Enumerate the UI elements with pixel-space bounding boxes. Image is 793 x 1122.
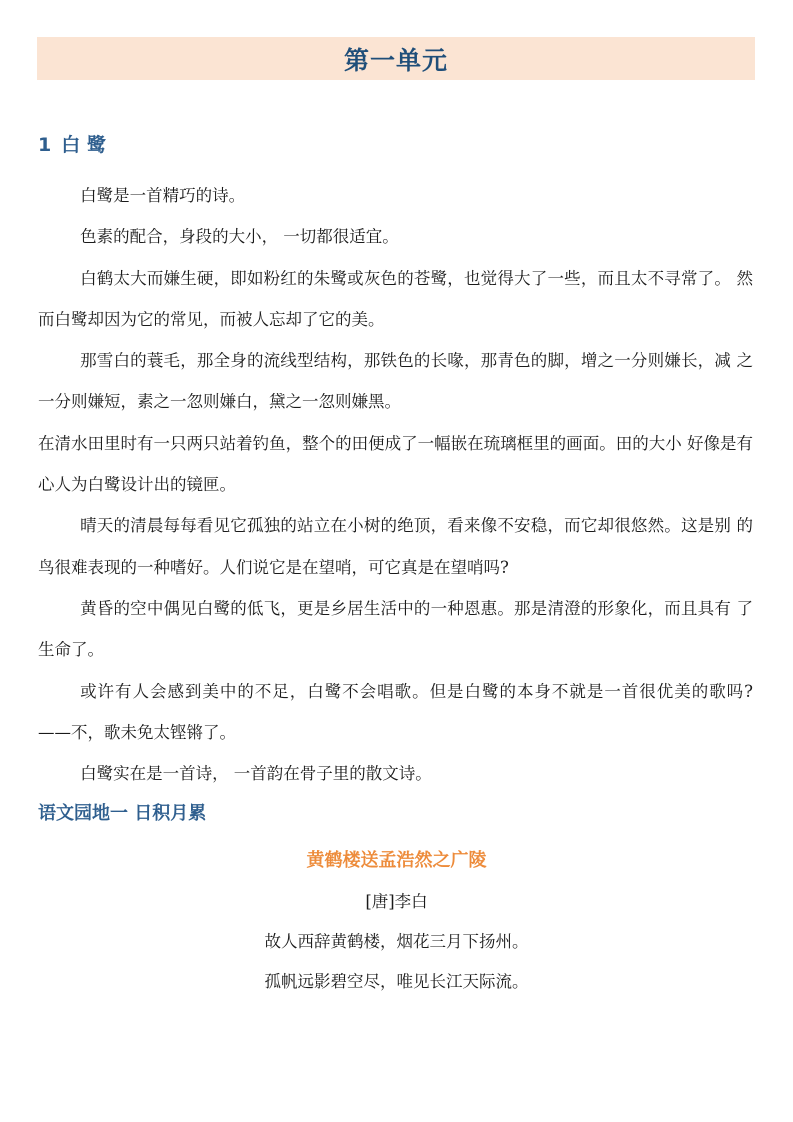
poem-title: 黄鹤楼送孟浩然之广陵 <box>306 850 487 871</box>
unit-banner <box>37 37 755 80</box>
passage-paragraph: 那雪白的蓑毛，那全身的流线型结构，那铁色的长喙，那青色的脚，增之一分则嫌长，减 之一分则嫌短，素之一忽则嫌白，黛之一忽则嫌黑。 <box>38 351 753 412</box>
lesson-heading <box>38 131 106 159</box>
passage-paragraph: 白鹭实在是一首诗， 一首韵在骨子里的散文诗。 <box>80 764 432 784</box>
passage-paragraph: 或许有人会感到美中的不足，白鹭不会唱歌。但是白鹭的本身不就是一首很优美的歌吗? ——不，歌未免太铿锵了。 <box>38 681 753 742</box>
passage-paragraph: 晴天的清晨每每看见它孤独的站立在小树的绝顶，看来像不安稳，而它却很悠然。这是别 的鸟很难表现的一种嗜好。人们说它是在望哨，可它真是在望哨吗? <box>38 516 753 577</box>
poem-block <box>0 845 793 998</box>
lesson-title: 白 鹭 <box>61 134 106 156</box>
lesson-passage <box>38 175 753 794</box>
section-heading: 语文园地一 日积月累 <box>38 803 207 824</box>
poem-author: [唐]李白 <box>365 892 428 911</box>
passage-paragraph: 黄昏的空中偶见白鹭的低飞，更是乡居生活中的一种恩惠。那是清澄的形象化，而且具有 了生命了。 <box>38 598 753 660</box>
lesson-number: 1 <box>38 134 52 156</box>
poem-line: 故人西辞黄鹤楼，烟花三月下扬州。 <box>264 932 529 951</box>
unit-title: 第一单元 <box>343 45 448 75</box>
passage-paragraph: 在清水田里时有一只两只站着钓鱼，整个的田便成了一幅嵌在琉璃框里的画面。田的大小 好像是有心人为白鹭设计出的镜匣。 <box>38 433 753 495</box>
passage-paragraph: 白鹤太大而嫌生硬，即如粉红的朱鹭或灰色的苍鹭，也觉得大了一些，而且太不寻常了。 然而白鹭却因为它的常见，而被人忘却了它的美。 <box>38 268 753 329</box>
poem-line: 孤帆远影碧空尽，唯见长江天际流。 <box>264 972 529 991</box>
passage-paragraph: 白鹭是一首精巧的诗。 <box>80 186 246 205</box>
passage-paragraph: 色素的配合，身段的大小， 一切都很适宜。 <box>80 227 399 247</box>
